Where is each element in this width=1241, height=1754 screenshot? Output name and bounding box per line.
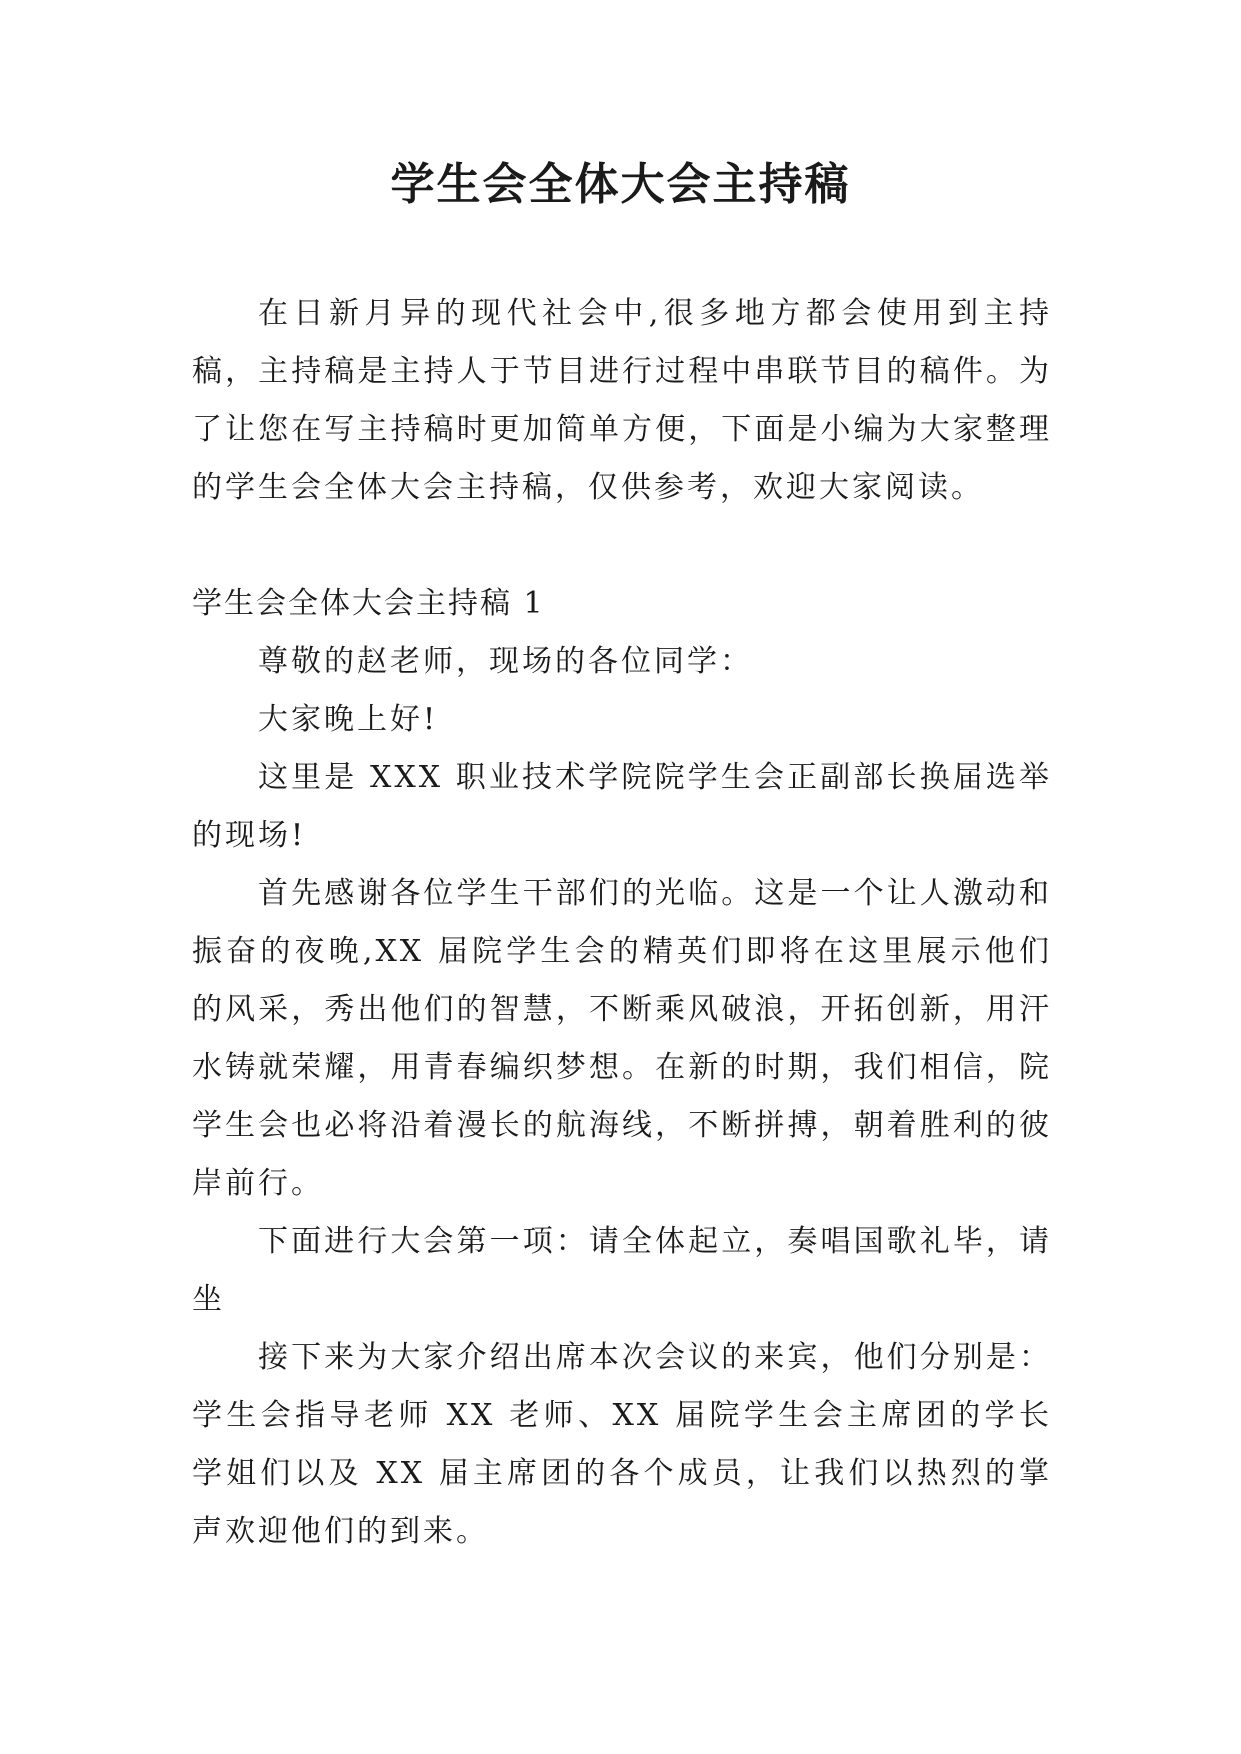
paragraph-venue: 这里是 XXX 职业技术学院院学生会正副部长换届选举的现场! [192,760,1052,853]
intro-paragraph: 在日新月异的现代社会中,很多地方都会使用到主持稿，主持稿是主持人于节目进行过程中串联节目的稿件。为了让您在写主持稿时更加简单方便，下面是小编为大家整理的学生会全体大会主持稿，仅供参考，欢迎大家阅读。 [192,296,1052,505]
speech-content [192,633,1052,1561]
paragraph-guests: 接下来为大家介绍出席本次会议的来宾，他们分别是：学生会指导老师 XX 老师、XX 届院学生会主席团的学长学姐们以及 XX 届主席团的各个成员，让我们以热烈的掌声欢迎他们的到来。 [192,1340,1052,1549]
paragraph-anthem: 下面进行大会第一项：请全体起立，奏唱国歌礼毕，请坐 [192,1224,1052,1317]
page-title: 学生会全体大会主持稿 [390,159,851,210]
section-heading: 学生会全体大会主持稿 1 [192,586,545,621]
paragraph-thanks: 首先感谢各位学生干部们的光临。这是一个让人激动和振奋的夜晚,XX 届院学生会的精英们即将在这里展示他们的风采，秀出他们的智慧，不断乘风破浪，开拓创新，用汗水铸就荣耀，用青春编织梦想。在新的时期，我们相信，院学生会也必将沿着漫长的航海线，不断拼搏，朝着胜利的彼岸前行。 [192,876,1052,1201]
paragraph-hello: 大家晚上好! [258,702,439,737]
paragraph-greeting: 尊敬的赵老师，现场的各位同学： [258,644,753,679]
intro-section [192,285,1052,517]
